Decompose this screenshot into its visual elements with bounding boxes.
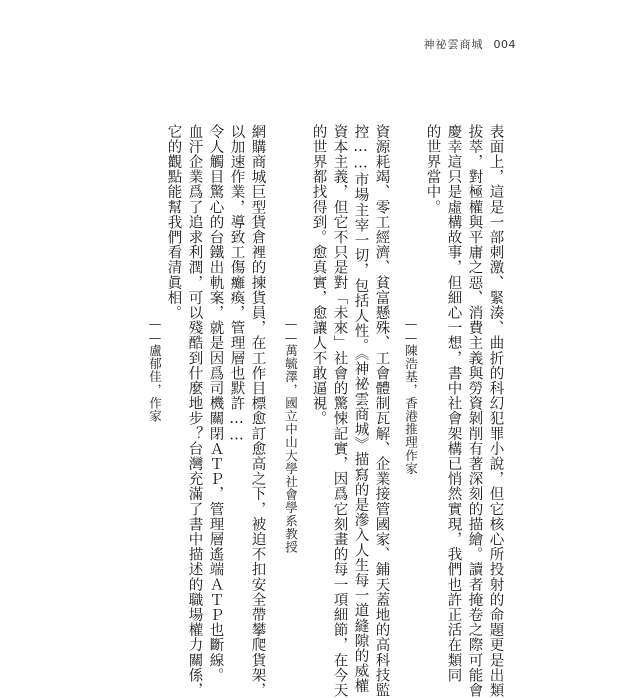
quote-2-line: 資源耗竭、零工經濟、貧富懸殊、工會體制瓦解、企業接管國家、鋪天蓋地的高科技監 — [373, 124, 390, 698]
book-title: 神祕雲商城 — [423, 38, 484, 51]
quote-3-line: 它的觀點能幫我們看清眞相。 — [165, 124, 182, 321]
running-header — [424, 36, 517, 52]
quote-3-line: 網購商城巨型貨倉裡的揀貨員，在工作目標愈訂愈高之下，被迫不扣安全帶攀爬貨架， — [249, 124, 266, 698]
quote-3-attribution: ——盧郁佳，作家 — [147, 316, 163, 423]
quote-1-attribution: ——陳浩基，香港推理作家 — [403, 316, 419, 475]
page-number: 004 — [493, 38, 516, 51]
quote-1-line: 表面上，這是一部刺激、緊湊、曲折的科幻犯罪小說，但它核心所投射的命題更是出類 — [487, 124, 504, 698]
quote-3-line: 血汗企業爲了追求利潤，可以殘酷到什麼地步？台灣充滿了書中描述的職場權力關係， — [186, 124, 203, 698]
quote-2-line: 資本主義，但它不只是對「未來」社會的驚悚記實，因爲它刻畫的每一項細節，在今天 — [331, 124, 348, 698]
quote-3-line: 以加速作業，導致工傷癱瘓，管理層也默許…… — [228, 124, 245, 445]
quote-1-line: 的世界當中。 — [424, 124, 441, 215]
quote-1-line: 慶幸這只是虛構故事，但細心一想，書中社會架構已悄然實現，我們也許正活在類同 — [445, 124, 462, 683]
quote-2-attribution: ——萬毓澤，國立中山大學社會學系教授 — [283, 316, 299, 554]
quote-1-line: 拔萃，對極權與平庸之惡、消費主義與勞資剝削有著深刻的描繪。讀者掩卷之際可能會 — [466, 124, 483, 698]
quote-3-line: 令人觸目驚心的台鐵出軌案，就是因爲司機關閉ＡＴＰ，管理層遙端ＡＴＰ也斷線。 — [207, 124, 224, 683]
quote-2-line: 的世界都找得到。愈真實，愈讓人不敢逼視。 — [310, 124, 327, 426]
quote-2-line: 控……市場主宰一切，包括人性。《神祕雲商城》描寫的是滲入人生每一道縫隙的威權 — [352, 124, 369, 694]
